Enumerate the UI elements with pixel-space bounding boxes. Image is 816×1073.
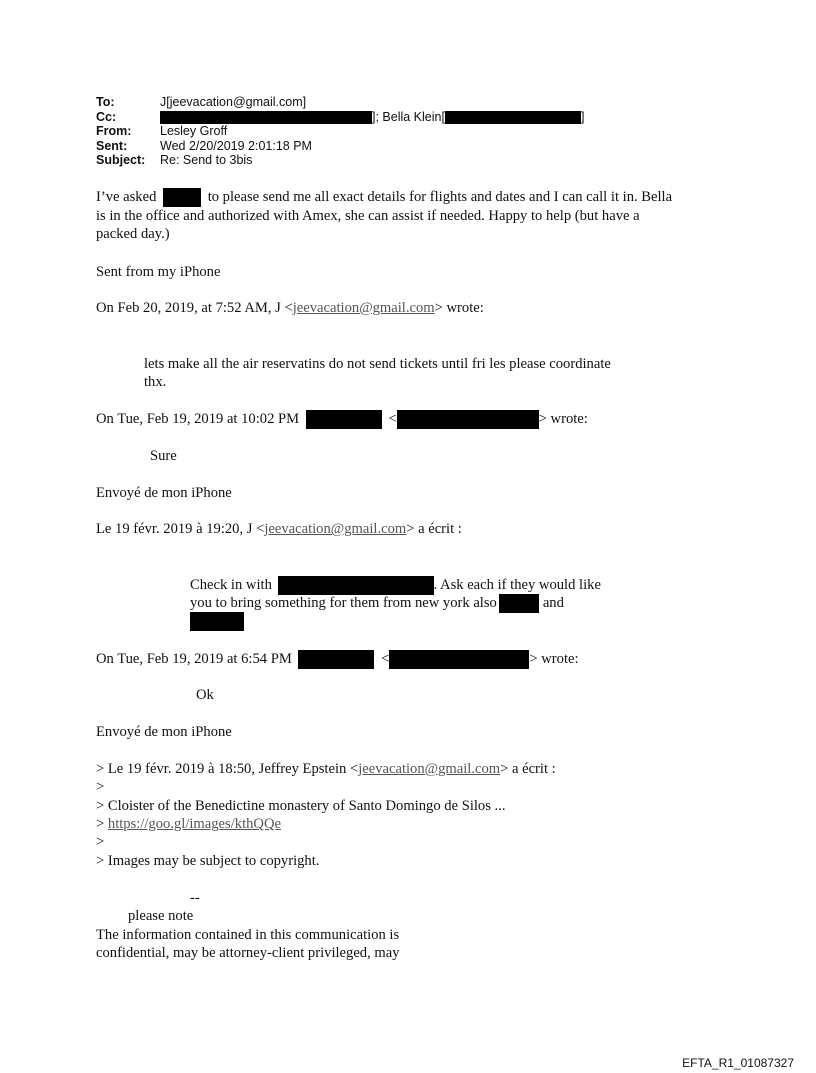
email-link[interactable]: jeevacation@gmail.com — [292, 300, 435, 316]
quoted-line: > Images may be subject to copyright. — [96, 853, 320, 869]
redaction-bar — [190, 612, 244, 631]
quoted-line: > Le 19 févr. 2019 à 18:50, Jeffrey Epstein <jeevacation@gmail.com> a écrit : — [96, 761, 556, 777]
email-link[interactable]: jeevacation@gmail.com — [358, 761, 501, 777]
to-label: To: — [96, 95, 115, 109]
subject-label: Subject: — [96, 153, 146, 168]
quoted-line: > — [96, 834, 105, 850]
message-line: lets make all the air reservatins do not send tickets until fri les please coordinate — [144, 356, 611, 372]
message-line: Check in with . Ask each if they would like — [190, 576, 601, 595]
cc-end: ] — [580, 109, 585, 124]
quoted-line: > Cloister of the Benedictine monastery of Santo Domingo de Silos ... — [96, 798, 506, 814]
redaction-bar — [160, 111, 372, 124]
redaction-bar — [445, 111, 581, 124]
disclaimer-line: confidential, may be attorney-client privileged, may — [96, 945, 400, 961]
from-label: From: — [96, 124, 132, 139]
redaction-bar — [306, 410, 382, 429]
subject-value: Re: Send to 3bis — [160, 153, 253, 168]
from-value: Lesley Groff — [160, 124, 228, 139]
sent-value: Wed 2/20/2019 2:01:18 PM — [160, 138, 312, 153]
sent-from-line: Sent from my iPhone — [96, 264, 221, 280]
sent-from-line: Envoyé de mon iPhone — [96, 724, 232, 740]
redaction-bar — [278, 576, 434, 595]
quote-header: On Tue, Feb 19, 2019 at 6:54 PM < > wrote: — [96, 650, 579, 669]
message-line: thx. — [144, 374, 167, 390]
quote-header: Le 19 févr. 2019 à 19:20, J <jeevacation@gmail.com> a écrit : — [96, 521, 462, 537]
redaction-bar — [397, 410, 539, 429]
quoted-line: > https://goo.gl/images/kthQQe — [96, 816, 281, 832]
sent-from-line: Envoyé de mon iPhone — [96, 485, 232, 501]
image-link[interactable]: https://goo.gl/images/kthQQe — [107, 816, 281, 832]
redaction-bar — [298, 650, 374, 669]
quote-header: On Feb 20, 2019, at 7:52 AM, J <jeevacation@gmail.com> wrote: — [96, 300, 484, 316]
body-paragraph-line: packed day.) — [96, 226, 170, 242]
message-line: Sure — [150, 448, 177, 464]
cc-label: Cc: — [96, 109, 117, 124]
signature-note: please note — [128, 908, 194, 924]
cc-value: ]; Bella Klein[ — [372, 109, 445, 124]
redaction-bar — [499, 594, 539, 613]
email-link[interactable]: jeevacation@gmail.com — [264, 521, 407, 537]
signature-separator: -- — [190, 890, 200, 906]
quote-header: On Tue, Feb 19, 2019 at 10:02 PM < > wrote: — [96, 410, 588, 429]
body-paragraph-line: is in the office and authorized with Amex, she can assist if needed. Happy to help (but have a — [96, 208, 640, 224]
sent-label: Sent: — [96, 138, 128, 153]
to-value: J[jeevacation@gmail.com] — [160, 95, 307, 109]
message-line: you to bring something for them from new york also and — [190, 594, 564, 613]
quoted-line: > — [96, 779, 105, 795]
redaction-bar — [389, 650, 529, 669]
document-id: EFTA_R1_01087327 — [682, 1056, 794, 1070]
disclaimer-line: The information contained in this communication is — [96, 927, 400, 943]
message-line: Ok — [196, 687, 214, 703]
body-paragraph: I’ve asked to please send me all exact details for flights and dates and I can call it in. Bella — [96, 188, 672, 207]
redaction-bar — [163, 188, 201, 207]
